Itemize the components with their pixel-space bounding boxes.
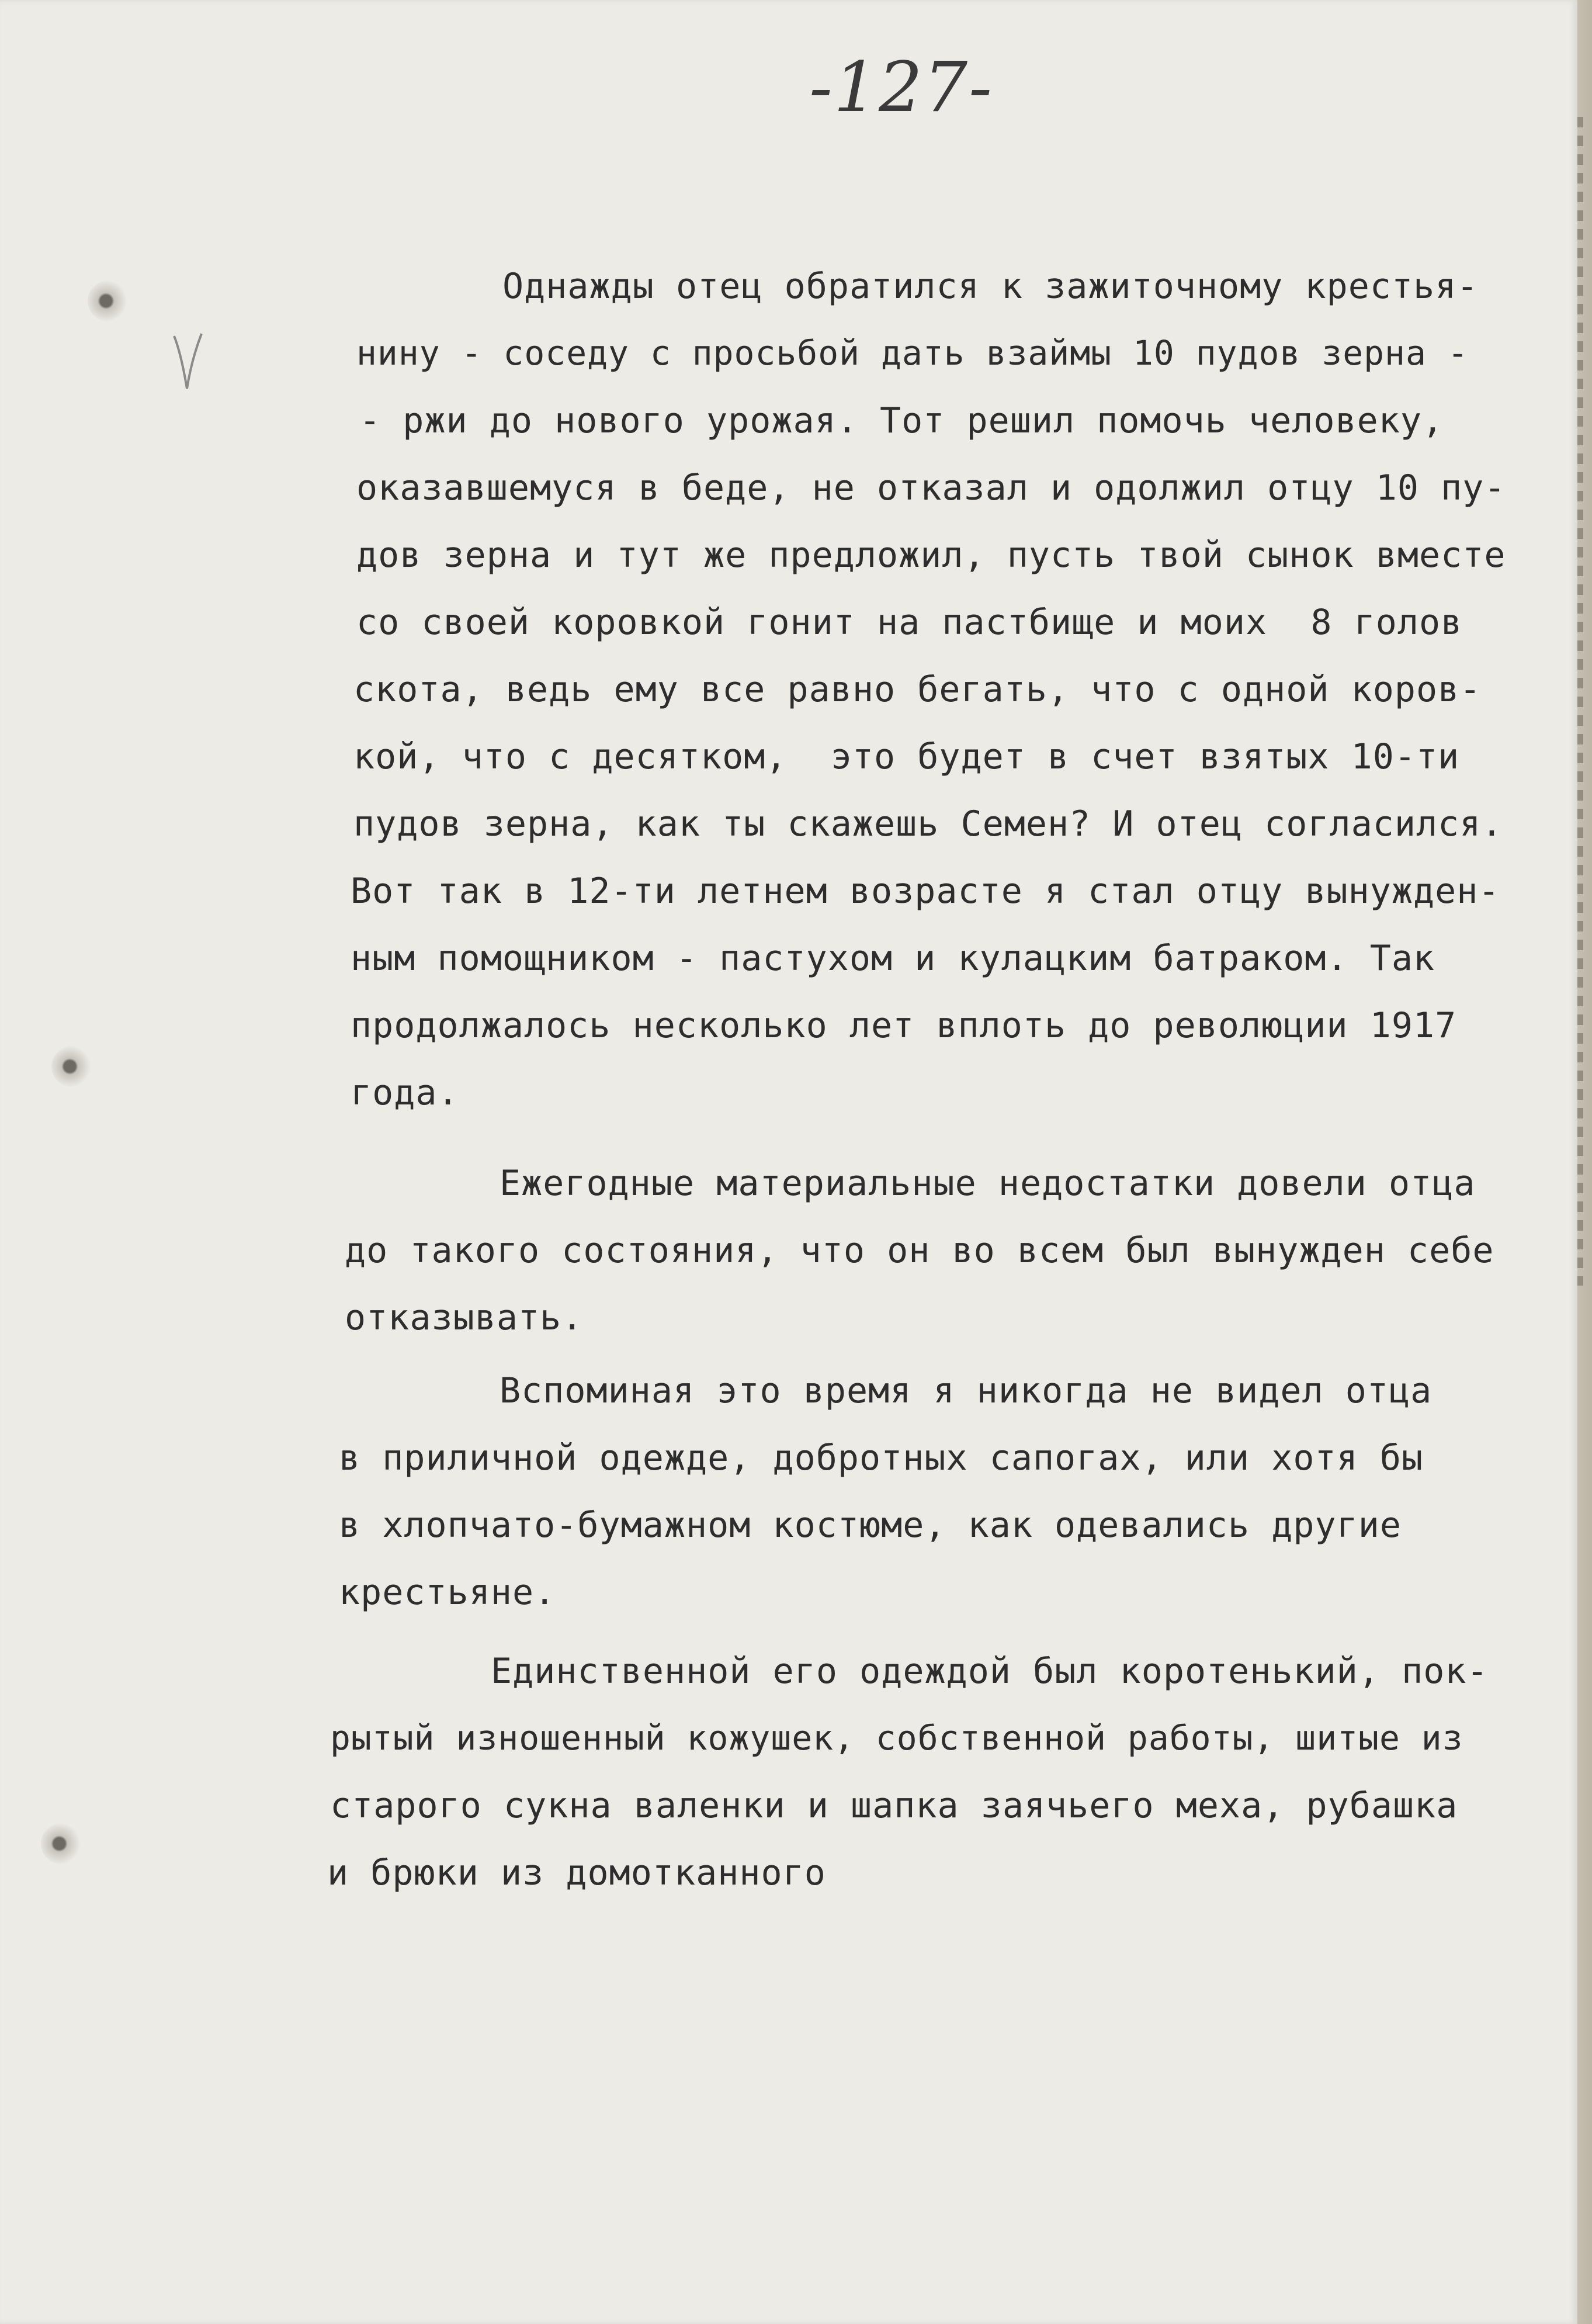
text-line: Вспоминая это время я никогда не видел отца — [500, 1370, 1433, 1411]
text-line: рытый изношенный кожушек, собственной работы, шитые из — [330, 1718, 1463, 1758]
text-line: со своей коровкой гонит на пастбище и моих 8 голов — [356, 602, 1463, 643]
text-line: дов зерна и тут же предложил, пусть твой сынок вместе — [356, 535, 1506, 576]
text-line: крестьяне. — [339, 1572, 556, 1613]
text-line: ным помощником - пастухом и кулацким батраком. Так — [351, 938, 1435, 979]
text-line: Однажды отец обратился к зажиточному крестья- — [502, 266, 1479, 307]
text-line: в хлопчато-бумажном костюме, как одевались другие — [339, 1505, 1402, 1546]
text-line: продолжалось несколько лет вплоть до революции 1917 — [351, 1005, 1457, 1046]
punch-hole-bottom — [41, 1823, 82, 1864]
page-number: -127- — [809, 47, 993, 127]
text-line: нину - соседу с просьбой дать взаймы 10 пудов зерна - — [356, 333, 1469, 373]
text-line: Единственной его одеждой был коротенький, пок- — [491, 1651, 1489, 1692]
text-line: кой, что с десятком, это будет в счет взятых 10-ти — [353, 736, 1460, 777]
text-line: старого сукна валенки и шапка заячьего меха, рубашка — [330, 1785, 1458, 1826]
text-line: до такого состояния, что он во всем был вынужден себе — [345, 1230, 1494, 1271]
text-line: скота, ведь ему все равно бегать, что с одной коров- — [353, 669, 1482, 710]
text-line: и брюки из домотканного — [327, 1852, 826, 1893]
text-line: Ежегодные материальные недостатки довели отца — [500, 1163, 1476, 1204]
text-line: года. — [351, 1072, 459, 1113]
text-line: в приличной одежде, добротных сапогах, или хотя бы — [339, 1438, 1424, 1478]
text-line: оказавшемуся в беде, не отказал и одолжил отцу 10 пу- — [356, 467, 1506, 508]
text-line: Вот так в 12-ти летнем возрасте я стал отцу вынужден- — [351, 871, 1500, 912]
punch-hole-top — [88, 280, 129, 321]
text-line: - ржи до нового урожая. Тот решил помочь человеку, — [359, 400, 1444, 441]
text-line: пудов зерна, как ты скажешь Семен? И отец согласился. — [353, 803, 1503, 844]
pencil-check-mark — [169, 330, 204, 394]
text-line: отказывать. — [345, 1297, 584, 1338]
